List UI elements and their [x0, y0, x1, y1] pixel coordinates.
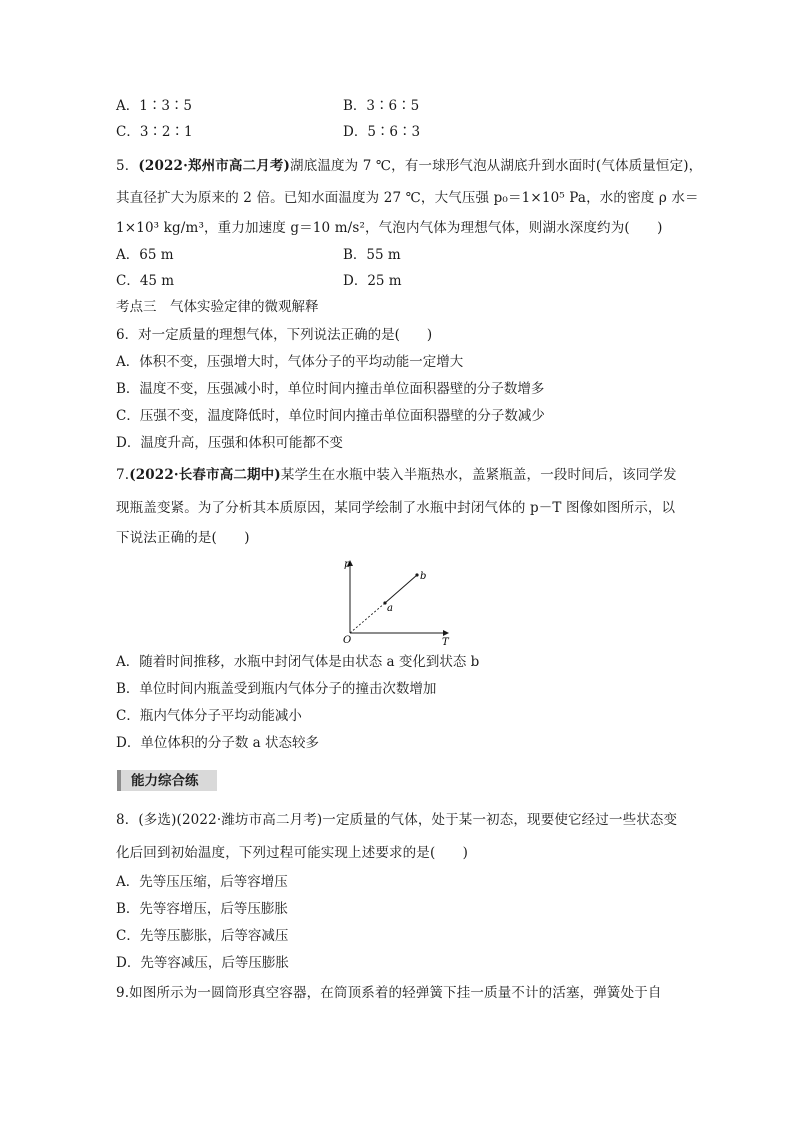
q7-option-a: A．随着时间推移，水瓶中封闭气体是由状态 a 变化到状态 b — [116, 654, 480, 670]
q5-option-a: A．65 m — [116, 247, 174, 263]
q5-option-c: C．45 m — [116, 273, 175, 289]
q4-option-b: B．3∶6∶5 — [343, 98, 420, 114]
q7-number: 7. — [116, 467, 130, 483]
y-axis-label: p — [344, 559, 351, 570]
q7-stem-start: 某学生在水瓶中装入半瓶热水，盖紧瓶盖，一段时间后，该同学发 — [280, 467, 677, 483]
q4-option-c: C．3∶2∶1 — [116, 124, 193, 140]
q7-line-3: 下说法正确的是( ) — [116, 530, 250, 546]
q5-line-3: 1×10³ kg/m³，重力加速度 g＝10 m/s²，气泡内气体为理想气体，则湖水深度约为( ) — [116, 220, 663, 236]
point-b-marker — [415, 573, 418, 576]
origin-label: O — [343, 635, 352, 646]
section-title-box — [117, 770, 217, 791]
q8-line-2: 化后回到初始温度，下列过程可能实现上述要求的是( ) — [116, 845, 469, 861]
q6-stem: 6．对一定质量的理想气体，下列说法正确的是( ) — [116, 327, 433, 343]
dashed-extension-line — [350, 603, 385, 633]
q8-option-c: C．先等压膨胀，后等容减压 — [116, 928, 289, 944]
point-b-label: b — [420, 571, 427, 582]
q6-option-c: C．压强不变，温度降低时，单位时间内撞击单位面积器壁的分子数减少 — [116, 408, 545, 424]
q5-line-2: 其直径扩大为原来的 2 倍。已知水面温度为 27 ℃，大气压强 p₀＝1×10⁵ Pa，水的密度 ρ 水＝ — [116, 190, 699, 206]
q5-stem-start: 湖底温度为 7 ℃，有一球形气泡从湖底升到水面时(气体质量恒定)， — [290, 158, 703, 174]
section-title: 能力综合练 — [131, 773, 199, 789]
q5-source: (2022·郑州市高二月考) — [138, 158, 291, 174]
q5-number: 5． — [116, 158, 139, 174]
q8-stem-start: (多选)(2022·潍坊市高二月考)一定质量的气体，处于某一初态，现要使它经过一些状态变 — [138, 812, 678, 828]
q8-option-d: D．先等容减压，后等压膨胀 — [116, 955, 289, 971]
q7-line-1 — [116, 465, 677, 485]
q6-option-d: D．温度升高，压强和体积可能都不变 — [116, 435, 343, 451]
q8-number: 8． — [116, 812, 139, 828]
q6-option-a: A．体积不变，压强增大时，气体分子的平均动能一定增大 — [116, 354, 464, 370]
q5-option-b: B．55 m — [343, 247, 401, 263]
q6-option-b: B．温度不变，压强减小时，单位时间内撞击单位面积器壁的分子数增多 — [116, 381, 545, 397]
p-t-graph — [335, 555, 465, 650]
q9-line-1: 9.如图所示为一圆筒形真空容器，在筒顶系着的轻弹簧下挂一质量不计的活塞，弹簧处于自 — [116, 985, 662, 1001]
q4-option-d: D．5∶6∶3 — [343, 124, 421, 140]
q7-line-2: 现瓶盖变紧。为了分析其本质原因，某同学绘制了水瓶中封闭气体的 p－T 图像如图所示，以 — [116, 500, 676, 516]
q8-option-b: B．先等容增压，后等压膨胀 — [116, 901, 288, 917]
q7-source: (2022·长春市高二期中) — [129, 467, 281, 483]
topic-heading: 考点三 气体实验定律的微观解释 — [116, 299, 319, 315]
point-a-label: a — [387, 603, 393, 614]
q7-option-b: B．单位时间内瓶盖受到瓶内气体分子的撞击次数增加 — [116, 681, 437, 697]
q7-option-c: C．瓶内气体分子平均动能减小 — [116, 708, 302, 724]
q5-option-d: D．25 m — [343, 273, 402, 289]
q8-line-1 — [116, 810, 677, 830]
q8-option-a: A．先等压压缩，后等容增压 — [116, 874, 288, 890]
q4-option-a: A．1∶3∶5 — [116, 98, 193, 114]
x-axis-label: T — [442, 637, 449, 648]
q7-option-d: D．单位体积的分子数 a 状态较多 — [116, 735, 319, 751]
q5-line-1 — [116, 156, 702, 176]
state-line-ab — [385, 575, 417, 603]
